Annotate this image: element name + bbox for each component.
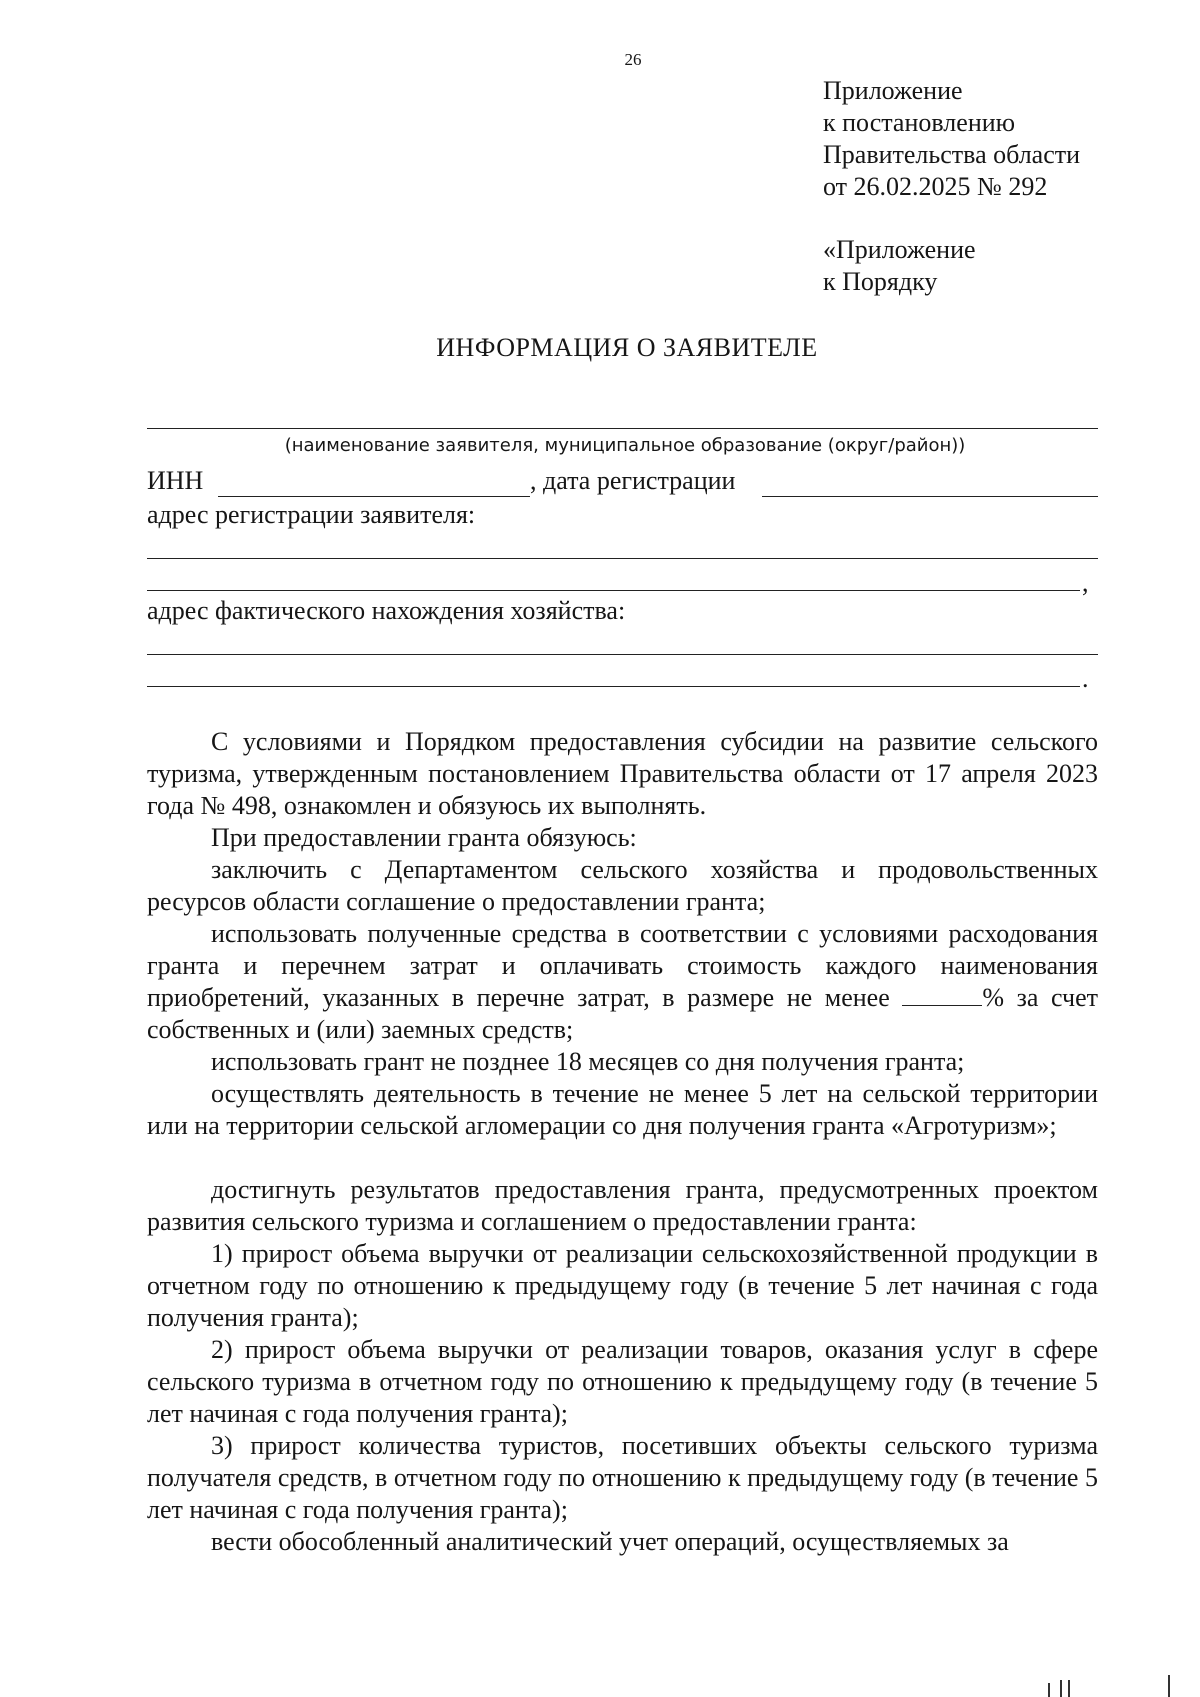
paragraph-accounting: вести обособленный аналитический учет операций, осуществляемых за bbox=[211, 1527, 1009, 1556]
registration-address-line-2[interactable] bbox=[147, 590, 1080, 591]
applicant-name-caption: (наименование заявителя, муниципальное образование (округ/район)) bbox=[284, 435, 966, 456]
order-line: «Приложение bbox=[823, 235, 976, 264]
appendix-line: к постановлению bbox=[823, 108, 1016, 137]
registration-date-field-line[interactable] bbox=[762, 496, 1098, 497]
page-number: 26 bbox=[624, 50, 642, 69]
period-mark: . bbox=[1082, 664, 1089, 693]
scan-edge-mark bbox=[1068, 1680, 1070, 1697]
applicant-name-field-line[interactable] bbox=[147, 428, 1098, 429]
appendix-line: от 26.02.2025 № 292 bbox=[823, 172, 1048, 201]
paragraph-conditions: С условиями и Порядком предоставления субсидии на развитие сельского туризма, утвержденным постановлением Правительства области от 17 апреля 2023 года № 498, ознакомлен и обязуюсь их выполнять. bbox=[147, 727, 1098, 820]
appendix-line: Приложение bbox=[823, 76, 963, 105]
paragraph-activity: осуществлять деятельность в течение не менее 5 лет на сельской территории или на территории сельской агломерации со дня получения гранта «Агротуризм»; bbox=[147, 1079, 1098, 1140]
scan-edge-mark bbox=[1168, 1675, 1170, 1697]
paragraph-results: достигнуть результатов предоставления гранта, предусмотренных проектом развития сельского туризма и соглашением о предоставлении гранта: bbox=[147, 1175, 1098, 1236]
document-title: ИНФОРМАЦИЯ О ЗАЯВИТЕЛЕ bbox=[436, 333, 818, 362]
registration-address-line-1[interactable] bbox=[147, 558, 1098, 559]
inn-label: ИНН bbox=[147, 466, 204, 495]
registration-address-label: адрес регистрации заявителя: bbox=[147, 500, 476, 529]
paragraph-result-1: 1) прирост объема выручки от реализации сельскохозяйственной продукции в отчетном году по отношению к предыдущему году (в течение 5 лет начиная с года получения гранта); bbox=[147, 1239, 1098, 1332]
appendix-block bbox=[823, 75, 1080, 203]
actual-address-line-2[interactable] bbox=[147, 686, 1080, 687]
order-line: к Порядку bbox=[823, 267, 938, 296]
comma-mark: , bbox=[1082, 568, 1089, 597]
paragraph-grant-deadline: использовать грант не позднее 18 месяцев со дня получения гранта; bbox=[211, 1047, 965, 1076]
appendix-line: Правительства области bbox=[823, 140, 1081, 169]
scan-edge-mark bbox=[1048, 1683, 1050, 1697]
paragraph-obligations-intro: При предоставлении гранта обязуюсь: bbox=[211, 823, 637, 852]
use-funds-text: использовать полученные средства в соответствии с условиями расходования гранта и перечнем затрат и оплачивать стоимость каждого наименования приобретений, указанных в перечне затрат, в размере не менее bbox=[147, 919, 1098, 1012]
percent-field-line[interactable] bbox=[902, 985, 982, 1006]
actual-address-label: адрес фактического нахождения хозяйства: bbox=[147, 596, 626, 625]
paragraph-use-funds bbox=[147, 918, 1098, 1046]
paragraph-result-2: 2) прирост объема выручки от реализации товаров, оказания услуг в сфере сельского туризма в отчетном году по отношению к предыдущему году (в течение 5 лет начиная с года получения гранта); bbox=[147, 1335, 1098, 1428]
paragraph-result-3: 3) прирост количества туристов, посетивших объекты сельского туризма получателя средств, в отчетном году по отношению к предыдущему году (в течение 5 лет начиная с года получения гранта); bbox=[147, 1431, 1098, 1524]
order-appendix-block bbox=[823, 234, 976, 298]
inn-field-line[interactable] bbox=[218, 496, 530, 497]
use-funds-tail: % за счет собственных и (или) заемных средств; bbox=[147, 983, 1098, 1044]
scan-edge-mark bbox=[1060, 1680, 1062, 1697]
paragraph-agreement: заключить с Департаментом сельского хозяйства и продовольственных ресурсов области соглашение о предоставлении гранта; bbox=[147, 855, 1098, 916]
registration-date-label: , дата регистрации bbox=[530, 466, 736, 495]
actual-address-line-1[interactable] bbox=[147, 654, 1098, 655]
